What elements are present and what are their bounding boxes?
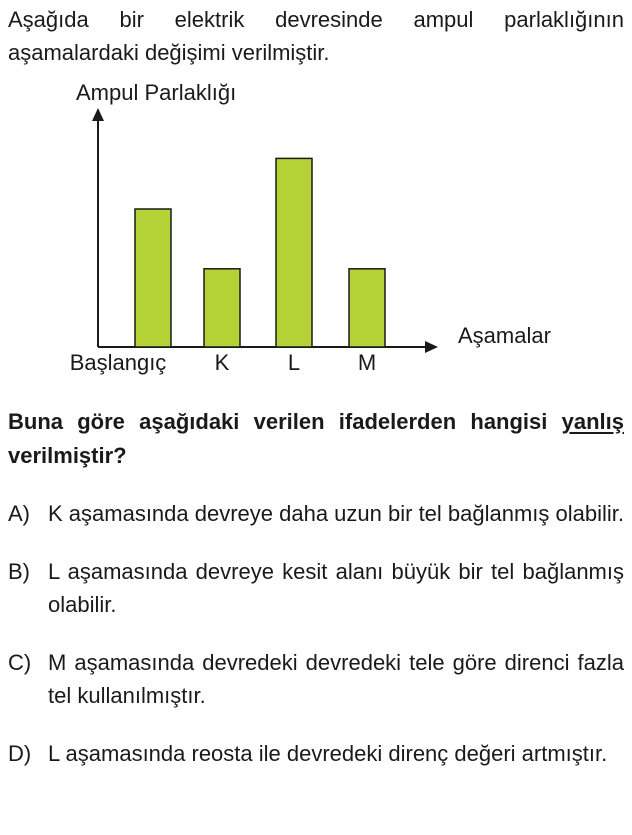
- question-text: [8, 405, 624, 473]
- option-text: K aşamasında devreye daha uzun bir tel bağlanmış olabilir.: [48, 501, 625, 526]
- option-text: L aşamasında devreye kesit alanı büyük bir tel bağlanmış olabilir.: [48, 559, 624, 617]
- option-c[interactable]: [8, 646, 624, 712]
- bar-k: [204, 269, 240, 347]
- bar-başlangıç: [135, 209, 171, 347]
- bar-l: [276, 158, 312, 347]
- intro-text: Aşağıda bir elektrik devresinde ampul parlaklığının aşamalardaki değişimi verilmiştir.: [8, 7, 624, 65]
- x-tick-label: L: [287, 350, 301, 375]
- x-tick-label: Başlangıç: [69, 350, 167, 375]
- x-axis-arrow: [425, 341, 438, 353]
- option-text: L aşamasında reosta ile devredeki direnç değeri artmıştır.: [48, 741, 608, 766]
- option-letter: A): [8, 501, 30, 526]
- answer-options: [8, 497, 624, 795]
- x-tick-label: K: [214, 350, 230, 375]
- bar-chart: [0, 75, 632, 385]
- y-axis-arrow: [92, 108, 104, 121]
- question-underlined-word: yanlış: [561, 409, 624, 434]
- option-letter: D): [8, 741, 32, 766]
- option-d[interactable]: [8, 737, 624, 770]
- y-axis-label: Ampul Parlaklığı: [76, 80, 237, 105]
- option-text: M aşamasında devredeki devredeki tele göre direnci fazla tel kullanılmıştır.: [48, 650, 624, 708]
- option-a[interactable]: [8, 497, 624, 530]
- bar-m: [349, 269, 385, 347]
- x-tick-label: M: [357, 350, 377, 375]
- option-b[interactable]: [8, 555, 624, 621]
- question-before: Buna göre aşağıdaki verilen ifadelerden hangisi: [8, 409, 562, 434]
- option-letter: C): [8, 650, 32, 675]
- question-after: verilmiştir?: [8, 443, 127, 468]
- x-axis-label: Aşamalar: [458, 323, 551, 348]
- option-letter: B): [8, 559, 30, 584]
